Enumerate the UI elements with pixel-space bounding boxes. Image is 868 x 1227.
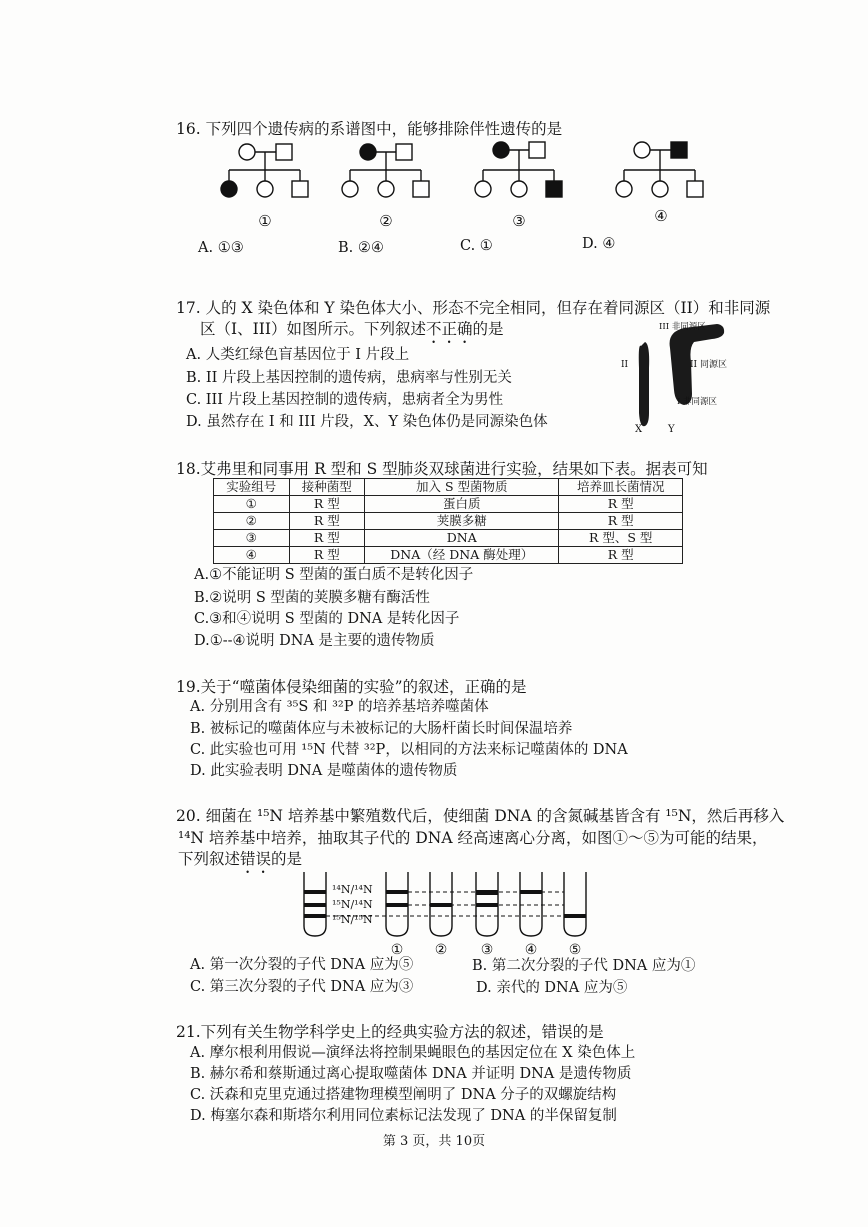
q17-chromosome-figure: [612, 318, 762, 436]
table-row: [214, 547, 683, 564]
table-cell: DNA（经 DNA 酶处理）: [365, 547, 559, 564]
q18-option-b: B.②说明 S 型菌的荚膜多糖有酶活性: [194, 590, 430, 606]
label-non-homologous-i: I 非同源区: [677, 397, 718, 407]
q21-option-c: C. 沃森和克里克通过搭建物理模型阐明了 DNA 分子的双螺旋结构: [190, 1087, 617, 1103]
q20-stem-line1: 20. 细菌在 ¹⁵N 培养基中繁殖数代后，使细菌 DNA 的含氮碱基皆含有 ¹⁵N，然后再移入: [176, 807, 785, 825]
q20-option-a: A. 第一次分裂的子代 DNA 应为⑤: [190, 957, 414, 973]
q20-option-d: D. 亲代的 DNA 应为⑤: [476, 980, 628, 996]
q21-option-d: D. 梅塞尔森和斯塔尔利用同位素标记法发现了 DNA 的半保留复制: [190, 1108, 617, 1124]
table-cell: R 型: [289, 513, 365, 530]
band-label-15-14: ¹⁵N/¹⁴N: [332, 898, 373, 911]
q17-stem-post: 的是: [472, 320, 504, 338]
q19-stem: 19.关于“噬菌体侵染细菌的实验”的叙述，正确的是: [176, 678, 527, 696]
band-label-14-14: ¹⁴N/¹⁴N: [332, 883, 373, 896]
pedigree-2: [342, 144, 429, 197]
q18-option-d: D.①--④说明 DNA 是主要的遗传物质: [194, 633, 435, 649]
tube-label-2: ②: [434, 942, 448, 958]
q16-pedigrees: [200, 134, 720, 234]
pedigree-1-label: ①: [258, 212, 272, 230]
q17-option-b: B. II 片段上基因控制的遗传病，患病率与性别无关: [186, 370, 512, 386]
label-x: X: [635, 424, 643, 435]
q20-stem-line3: [178, 848, 302, 877]
tube-label-3: ③: [480, 942, 494, 958]
table-cell: R 型: [289, 496, 365, 513]
q17-stem-line2: [200, 318, 504, 347]
q17-stem-line1: 17. 人的 X 染色体和 Y 染色体大小、形态不完全相同，但存在着同源区（II）和非同源: [176, 299, 771, 317]
q17-option-c: C. III 片段上基因控制的遗传病，患病者全为男性: [186, 392, 504, 408]
q16-option-a: A. ①③: [198, 240, 244, 256]
label-y: Y: [668, 424, 675, 435]
table-cell: R 型: [559, 547, 683, 564]
table-header-row: [214, 479, 683, 496]
q17-option-d: D. 虽然存在 I 和 III 片段，X、Y 染色体仍是同源染色体: [186, 414, 548, 430]
pedigree-4: [616, 142, 703, 197]
pedigree-1: [221, 144, 308, 197]
q21-stem: 21.下列有关生物学科学史上的经典实验方法的叙述，错误的是: [176, 1023, 604, 1041]
table-cell: 荚膜多糖: [365, 513, 559, 530]
table-cell: ①: [214, 496, 290, 513]
q20-stem-line2: ¹⁴N 培养基中培养，抽取其子代的 DNA 经高速离心分离，如图①～⑤为可能的结果，: [178, 829, 768, 847]
q16-option-c: C. ①: [460, 238, 493, 254]
table-cell: R 型: [289, 547, 365, 564]
header-strain: 接种菌型: [289, 479, 365, 496]
q21-option-b: B. 赫尔希和蔡斯通过离心提取噬菌体 DNA 并证明 DNA 是遗传物质: [190, 1066, 632, 1082]
q18-option-a: A.①不能证明 S 型菌的蛋白质不是转化因子: [194, 567, 474, 583]
q18-stem: 18.艾弗里和同事用 R 型和 S 型肺炎双球菌进行实验，结果如下表。据表可知: [176, 460, 708, 478]
pedigree-3-label: ③: [512, 212, 526, 230]
label-non-homologous-iii: III 非同源区: [659, 322, 706, 332]
table-cell: R 型: [559, 513, 683, 530]
table-row: [214, 513, 683, 530]
q21-option-a: A. 摩尔根利用假说—演绎法将控制果蝇眼色的基因定位在 X 染色体上: [190, 1045, 636, 1061]
table-row: [214, 496, 683, 513]
pedigree-3: [475, 142, 562, 197]
q20-option-c: C. 第三次分裂的子代 DNA 应为③: [190, 979, 414, 995]
header-group: 实验组号: [214, 479, 290, 496]
table-cell: 蛋白质: [365, 496, 559, 513]
band-label-15-15: ¹⁵N/¹⁵N: [332, 913, 373, 926]
tube-label-1: ①: [390, 942, 404, 958]
q20-stem-post: 的是: [271, 850, 303, 868]
pedigree-4-label: ④: [654, 207, 668, 225]
q17-stem-emphasis: 不正确: [426, 320, 473, 338]
q20-centrifuge-figure: [296, 868, 626, 960]
q16-option-b: B. ②④: [338, 240, 384, 256]
table-cell: DNA: [365, 530, 559, 547]
q18-experiment-table: [213, 478, 683, 564]
page-footer: 第 3 页，共 10页: [382, 1134, 486, 1149]
q17-stem-pre: 区（I、III）如图所示。下列叙述: [200, 320, 426, 338]
table-cell: ③: [214, 530, 290, 547]
label-homologous-ii: II 同源区: [690, 360, 727, 370]
q16-option-d: D. ④: [582, 236, 616, 252]
q20-stem-pre: 下列叙述: [178, 850, 241, 868]
table-row: [214, 530, 683, 547]
table-cell: ④: [214, 547, 290, 564]
q19-option-a: A. 分别用含有 ³⁵S 和 ³²P 的培养基培养噬菌体: [190, 699, 489, 715]
tube-label-5: ⑤: [568, 942, 582, 958]
tube-label-4: ④: [524, 942, 538, 958]
header-substance: 加入 S 型菌物质: [365, 479, 559, 496]
q19-option-c: C. 此实验也可用 ¹⁵N 代替 ³²P，以相同的方法来标记噬菌体的 DNA: [190, 742, 628, 758]
q20-stem-emphasis: 错误: [240, 850, 272, 868]
table-cell: R 型、S 型: [559, 530, 683, 547]
q16-stem: 16. 下列四个遗传病的系谱图中，能够排除伴性遗传的是: [176, 120, 563, 138]
label-ii-left: II: [621, 360, 629, 370]
pedigree-2-label: ②: [379, 212, 393, 230]
table-cell: ②: [214, 513, 290, 530]
q19-option-d: D. 此实验表明 DNA 是噬菌体的遗传物质: [190, 763, 458, 779]
table-cell: R 型: [559, 496, 683, 513]
q17-option-a: A. 人类红绿色盲基因位于 I 片段上: [186, 347, 410, 363]
header-result: 培养皿长菌情况: [559, 479, 683, 496]
q19-option-b: B. 被标记的噬菌体应与未被标记的大肠杆菌长时间保温培养: [190, 721, 573, 737]
q20-option-b: B. 第二次分裂的子代 DNA 应为①: [472, 958, 696, 974]
q18-option-c: C.③和④说明 S 型菌的 DNA 是转化因子: [194, 611, 460, 627]
table-cell: R 型: [289, 530, 365, 547]
